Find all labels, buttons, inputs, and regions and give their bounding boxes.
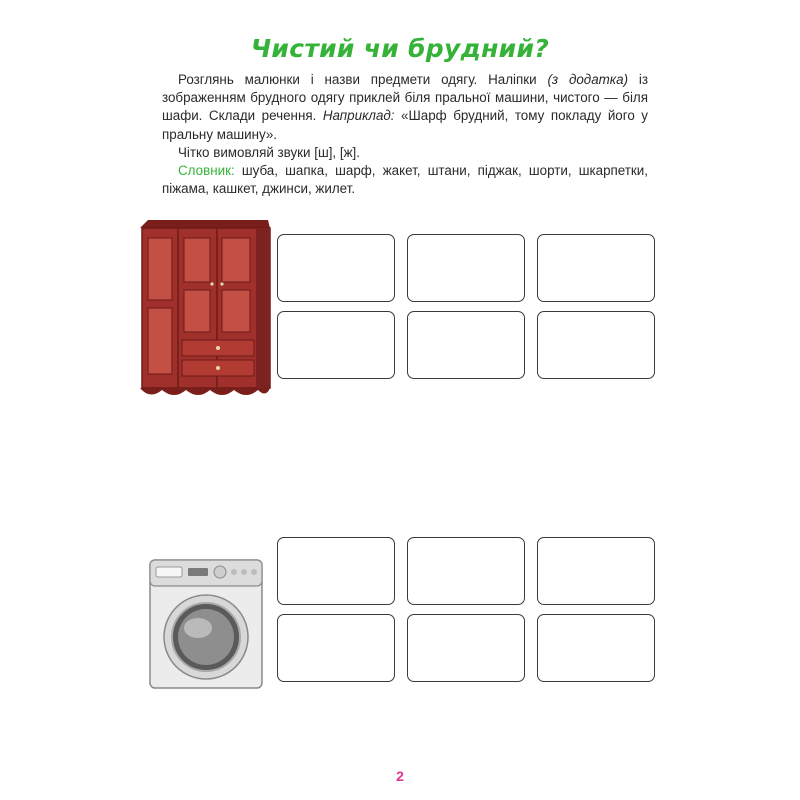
sticker-slot[interactable] <box>537 537 655 605</box>
sticker-slot[interactable] <box>537 614 655 682</box>
wardrobe-sticker-grid <box>277 234 655 379</box>
page-title: Чистий чи брудний? <box>250 34 550 63</box>
sticker-slot[interactable] <box>407 537 525 605</box>
instruction-paragraph: Розглянь малюнки і назви предмети одягу. Наліпки (з додатка) із зображенням брудного одягу приклей біля пральної машини, чистого — біля шафи. Склади речення. Наприклад: «Шарф брудний, тому покладу його у пральну машину». <box>162 72 648 142</box>
dictionary-paragraph <box>162 162 648 198</box>
washing-machine-sticker-grid <box>277 537 655 682</box>
page-number: 2 <box>396 768 404 784</box>
sticker-slot[interactable] <box>277 311 395 379</box>
sticker-slot[interactable] <box>277 234 395 302</box>
dictionary-words: шуба, шапка, шарф, жакет, штани, піджак, шорти, шкарпетки, піжама, кашкет, джинси, жилет. <box>162 163 648 197</box>
wardrobe-image <box>138 218 272 402</box>
sticker-slot[interactable] <box>537 311 655 379</box>
sticker-slot[interactable] <box>277 614 395 682</box>
pronunciation-paragraph: Чітко вимовляй звуки [ш], [ж]. <box>178 144 360 160</box>
sticker-slot[interactable] <box>537 234 655 302</box>
sticker-slot[interactable] <box>407 311 525 379</box>
instruction-text <box>162 71 648 198</box>
dictionary-label: Словник: <box>178 163 235 179</box>
sticker-slot[interactable] <box>407 614 525 682</box>
sticker-slot[interactable] <box>407 234 525 302</box>
washing-machine-image <box>148 558 264 690</box>
sticker-slot[interactable] <box>277 537 395 605</box>
